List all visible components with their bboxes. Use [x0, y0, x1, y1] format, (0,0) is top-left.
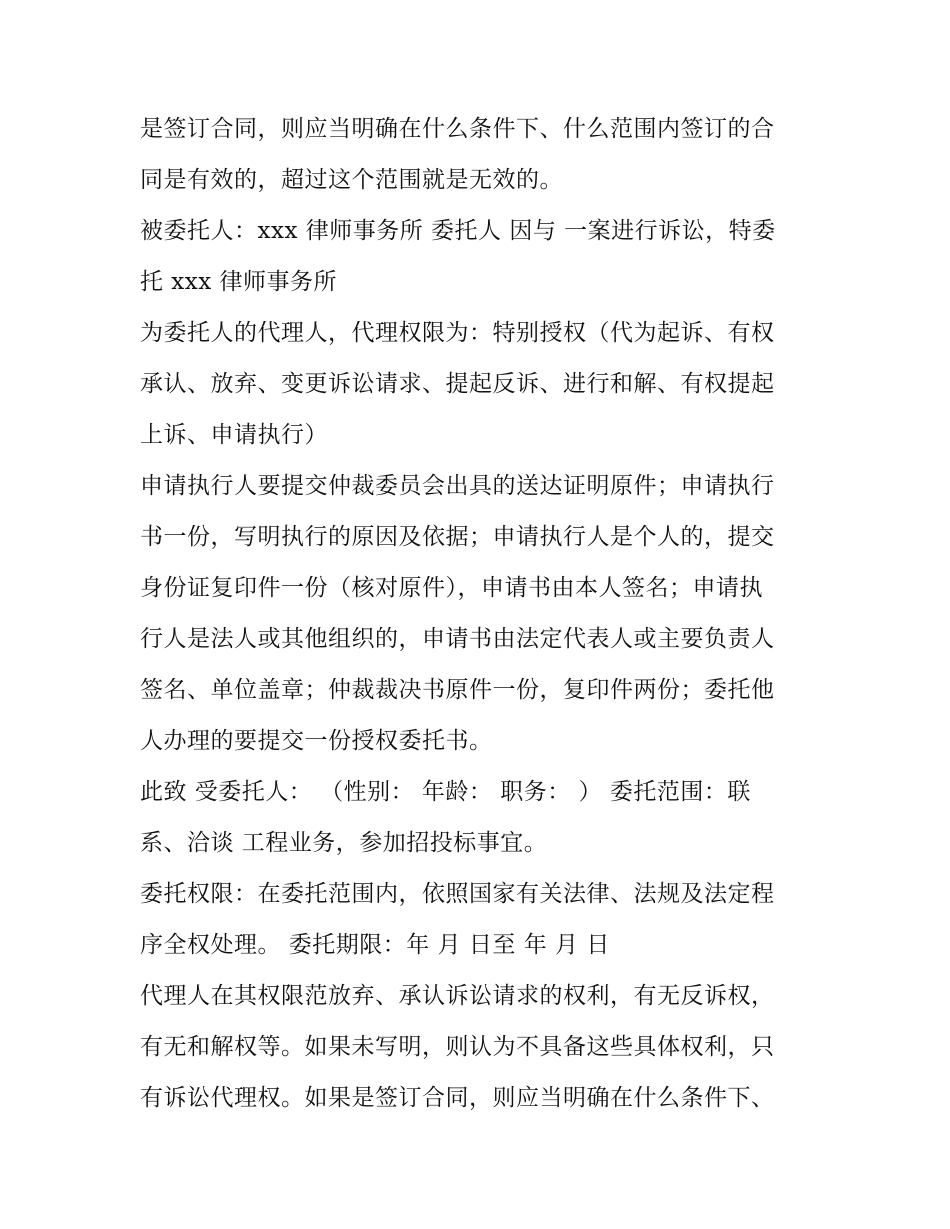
document-body [140, 104, 820, 1124]
text-line: 申请执行人要提交仲裁委员会出具的送达证明原件；申请执行 [140, 473, 775, 499]
text-line: 是签订合同，则应当明确在什么条件下、什么范围内签订的合 [140, 116, 775, 142]
text-line: 有无和解权等。如果未写明，则认为不具备这些具体权利，只 [140, 1034, 775, 1060]
text-line: 承认、放弃、变更诉讼请求、提起反诉、进行和解、有权提起 [140, 371, 775, 397]
text-line: 为委托人的代理人，代理权限为：特别授权（代为起诉、有权 [140, 320, 775, 346]
text-line: 行人是法人或其他组织的，申请书由法定代表人或主要负责人 [140, 626, 775, 652]
text-line: 系、洽谈 工程业务，参加招投标事宜。 [140, 830, 548, 856]
text-line: 有诉讼代理权。如果是签订合同，则应当明确在什么条件下、 [140, 1085, 775, 1111]
text-line: 上诉、申请执行） [140, 422, 328, 448]
text-line: 代理人在其权限范放弃、承认诉讼请求的权利，有无反诉权， [140, 983, 775, 1009]
text-line: 身份证复印件一份（核对原件），申请书由本人签名；申请执 [140, 575, 763, 601]
text-line: 同是有效的，超过这个范围就是无效的。 [140, 167, 563, 193]
text-line: 签名、单位盖章；仲裁裁决书原件一份，复印件两份；委托他 [140, 677, 775, 703]
text-line: 托 xxx 律师事务所 [140, 269, 338, 295]
text-line: 序全权处理。 委托期限：年 月 日至 年 月 日 [140, 932, 610, 958]
text-line: 此致 受委托人： （性别： 年龄： 职务： ） 委托范围：联 [140, 779, 751, 805]
text-line: 书一份，写明执行的原因及依据；申请执行人是个人的，提交 [140, 524, 775, 550]
text-line: 委托权限：在委托范围内，依照国家有关法律、法规及法定程 [140, 881, 775, 907]
text-line: 人办理的要提交一份授权委托书。 [140, 728, 493, 754]
text-line: 被委托人：xxx 律师事务所 委托人 因与 一案进行诉讼，特委 [140, 218, 776, 244]
